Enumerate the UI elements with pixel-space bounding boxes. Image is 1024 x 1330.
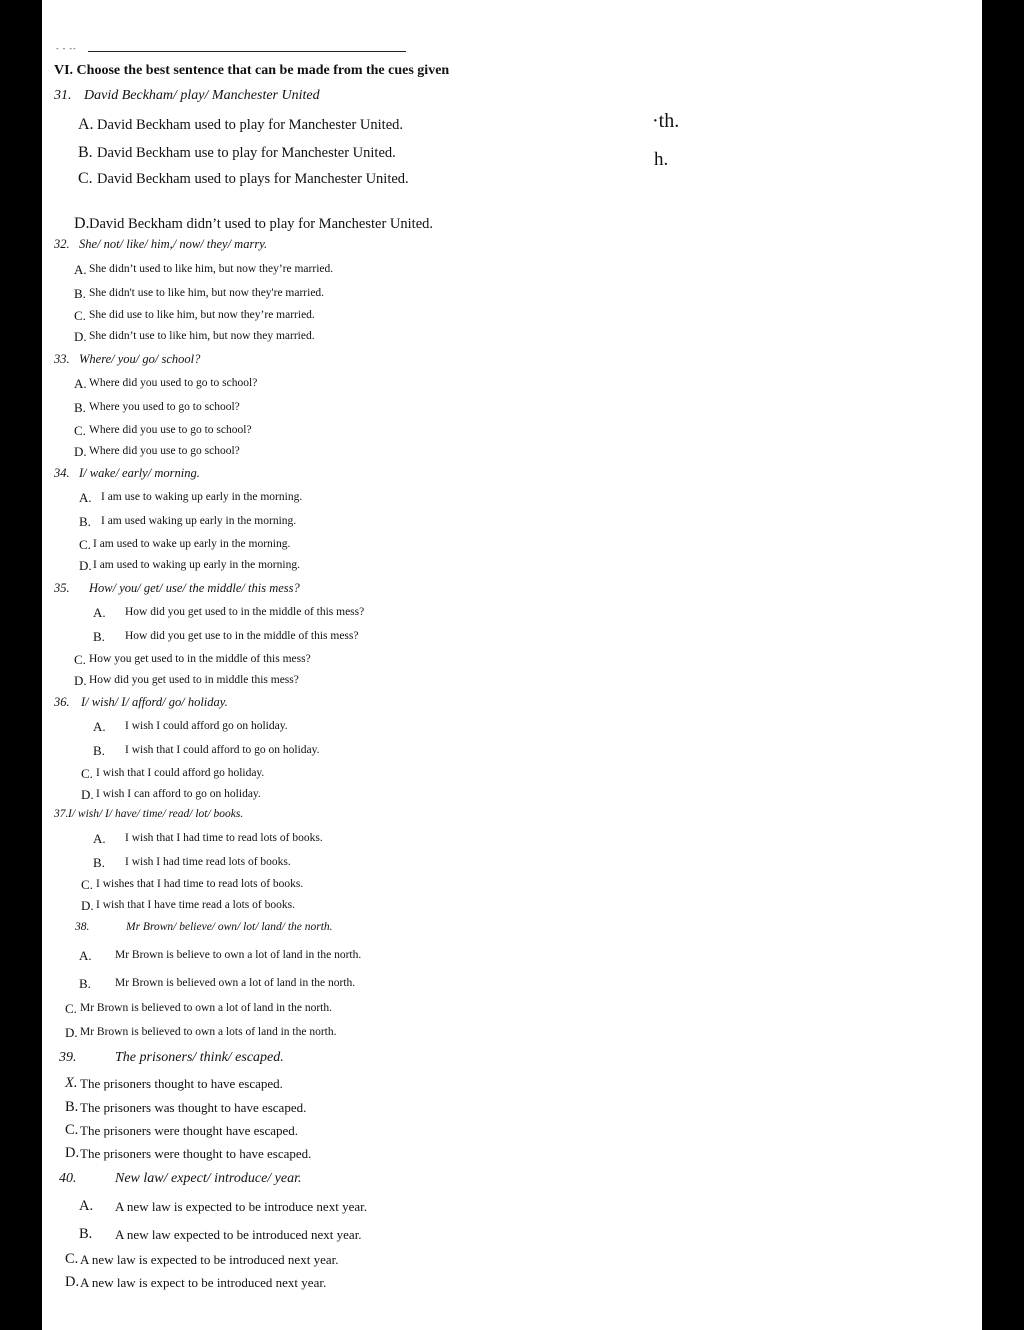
option-text: She didn’t use to like him, but now they married. bbox=[89, 330, 315, 342]
worksheet-page bbox=[42, 0, 982, 1330]
option-text: She did use to like him, but now they’re married. bbox=[89, 309, 315, 321]
option-text: I am use to waking up early in the morning. bbox=[101, 491, 303, 503]
option-text: David Beckham used to plays for Manchester United. bbox=[97, 171, 409, 187]
question-cue: She/ not/ like/ him,/ now/ they/ marry. bbox=[79, 237, 268, 251]
option-label: D. bbox=[74, 329, 87, 344]
option-text: I wishes that I had time to read lots of books. bbox=[96, 878, 304, 890]
option-label: D. bbox=[65, 1274, 80, 1290]
option-text: How you get used to in the middle of this mess? bbox=[89, 653, 311, 665]
option-label: A. bbox=[79, 490, 92, 505]
option-text: Where did you use to go to school? bbox=[89, 424, 252, 436]
question-number: 32. bbox=[54, 237, 70, 251]
side-fragment-2: h. bbox=[654, 149, 669, 170]
option-text: How did you get use to in the middle of this mess? bbox=[125, 630, 359, 642]
question-cue: Mr Brown/ believe/ own/ lot/ land/ the north. bbox=[126, 921, 333, 933]
option-text: David Beckham didn’t used to play for Manchester United. bbox=[89, 216, 434, 232]
question-number: 33. bbox=[54, 352, 70, 366]
option-text: The prisoners were thought to have escaped. bbox=[80, 1146, 312, 1161]
option-text: David Beckham used to play for Manchester United. bbox=[97, 117, 404, 133]
option-label: C. bbox=[74, 423, 86, 438]
option-text: Mr Brown is believed to own a lot of land in the north. bbox=[80, 1002, 333, 1014]
option-label: D. bbox=[74, 673, 87, 688]
question-number: 39. bbox=[59, 1050, 77, 1065]
header-marks: - - -- bbox=[56, 44, 77, 53]
question-cue: I/ wish/ I/ have/ time/ read/ lot/ books. bbox=[68, 808, 244, 820]
option-text: Mr Brown is believed to own a lots of land in the north. bbox=[80, 1026, 337, 1038]
option-label: C. bbox=[74, 652, 86, 667]
option-text: How did you get used to in middle this mess? bbox=[89, 674, 299, 686]
option-text: A new law is expect to be introduced next year. bbox=[80, 1275, 327, 1290]
option-label: B. bbox=[93, 743, 105, 758]
option-label: B. bbox=[74, 400, 86, 415]
option-label: B. bbox=[79, 976, 91, 991]
option-label: C. bbox=[65, 1001, 77, 1016]
option-label: C. bbox=[78, 170, 93, 187]
option-label: D. bbox=[74, 444, 87, 459]
option-text: I am used to wake up early in the morning. bbox=[93, 538, 291, 550]
option-text: A new law is expected to be introduce next year. bbox=[115, 1199, 367, 1214]
option-label: B. bbox=[93, 629, 105, 644]
question-cue: I/ wake/ early/ morning. bbox=[79, 466, 200, 480]
option-label: B. bbox=[78, 144, 93, 161]
option-text: I wish that I could afford to go on holiday. bbox=[125, 744, 320, 756]
option-label: D. bbox=[65, 1025, 78, 1040]
option-label: B. bbox=[79, 1226, 93, 1242]
option-text: How did you get used to in the middle of this mess? bbox=[125, 606, 365, 618]
question-number: 36. bbox=[54, 695, 70, 709]
option-text: The prisoners thought to have escaped. bbox=[80, 1076, 283, 1091]
option-text: Mr Brown is believed own a lot of land in the north. bbox=[115, 977, 356, 989]
option-label: A. bbox=[93, 605, 106, 620]
question-number: 37. bbox=[54, 808, 69, 820]
option-label: X. bbox=[65, 1075, 78, 1091]
question-number: 35. bbox=[54, 581, 70, 595]
question-number: 40. bbox=[59, 1171, 77, 1186]
option-label: C. bbox=[81, 766, 93, 781]
option-label: B. bbox=[65, 1099, 79, 1115]
option-text: I wish that I could afford go holiday. bbox=[96, 767, 265, 779]
question-cue: New law/ expect/ introduce/ year. bbox=[115, 1171, 302, 1186]
option-text: I wish that I had time to read lots of books. bbox=[125, 832, 323, 844]
option-text: A new law is expected to be introduced next year. bbox=[80, 1252, 339, 1267]
option-text: Where did you use to go school? bbox=[89, 445, 240, 457]
option-label: D. bbox=[65, 1145, 80, 1161]
option-label: B. bbox=[93, 855, 105, 870]
option-label: A. bbox=[93, 719, 106, 734]
question-number: 31. bbox=[54, 88, 72, 103]
option-text: I wish I had time read lots of books. bbox=[125, 856, 291, 868]
question-number: 34. bbox=[54, 466, 70, 480]
question-cue: I/ wish/ I/ afford/ go/ holiday. bbox=[81, 695, 228, 709]
option-label: A. bbox=[79, 1198, 94, 1214]
option-label: C. bbox=[65, 1122, 79, 1138]
option-text: I wish I can afford to go on holiday. bbox=[96, 788, 261, 800]
option-text: I wish that I have time read a lots of books. bbox=[96, 899, 295, 911]
option-text: Mr Brown is believe to own a lot of land in the north. bbox=[115, 949, 362, 961]
option-label: D. bbox=[81, 787, 94, 802]
option-label: D. bbox=[79, 558, 92, 573]
question-cue: The prisoners/ think/ escaped. bbox=[115, 1050, 284, 1065]
option-text: I am used waking up early in the morning. bbox=[101, 515, 297, 527]
question-cue: How/ you/ get/ use/ the middle/ this mess? bbox=[89, 581, 300, 595]
question-cue: David Beckham/ play/ Manchester United bbox=[84, 88, 320, 103]
option-label: A. bbox=[79, 948, 92, 963]
option-text: I am used to waking up early in the morning. bbox=[93, 559, 300, 571]
question-number: 38. bbox=[75, 921, 90, 933]
option-label: C. bbox=[74, 308, 86, 323]
option-label: A. bbox=[78, 116, 94, 133]
option-text: The prisoners was thought to have escaped. bbox=[80, 1100, 307, 1115]
option-label: D. bbox=[81, 898, 94, 913]
option-text: Where did you used to go to school? bbox=[89, 377, 258, 389]
option-text: I wish I could afford go on holiday. bbox=[125, 720, 288, 732]
option-label: C. bbox=[79, 537, 91, 552]
option-text: David Beckham use to play for Manchester United. bbox=[97, 145, 396, 161]
option-text: The prisoners were thought have escaped. bbox=[80, 1123, 299, 1138]
option-label: D. bbox=[74, 215, 90, 232]
side-fragment-1: ·th. bbox=[652, 110, 680, 132]
option-text: She didn’t used to like him, but now they’re married. bbox=[89, 263, 334, 275]
option-label: C. bbox=[81, 877, 93, 892]
section-title: VI. Choose the best sentence that can be made from the cues given bbox=[54, 63, 450, 78]
header-rule bbox=[88, 51, 406, 52]
option-label: A. bbox=[74, 262, 87, 277]
option-label: A. bbox=[93, 831, 106, 846]
option-text: A new law expected to be introduced next year. bbox=[115, 1227, 362, 1242]
option-label: C. bbox=[65, 1251, 79, 1267]
option-label: B. bbox=[79, 514, 91, 529]
option-text: She didn't use to like him, but now they're married. bbox=[89, 287, 325, 299]
option-text: Where you used to go to school? bbox=[89, 401, 240, 413]
option-label: A. bbox=[74, 376, 87, 391]
question-cue: Where/ you/ go/ school? bbox=[79, 352, 201, 366]
option-label: B. bbox=[74, 286, 86, 301]
